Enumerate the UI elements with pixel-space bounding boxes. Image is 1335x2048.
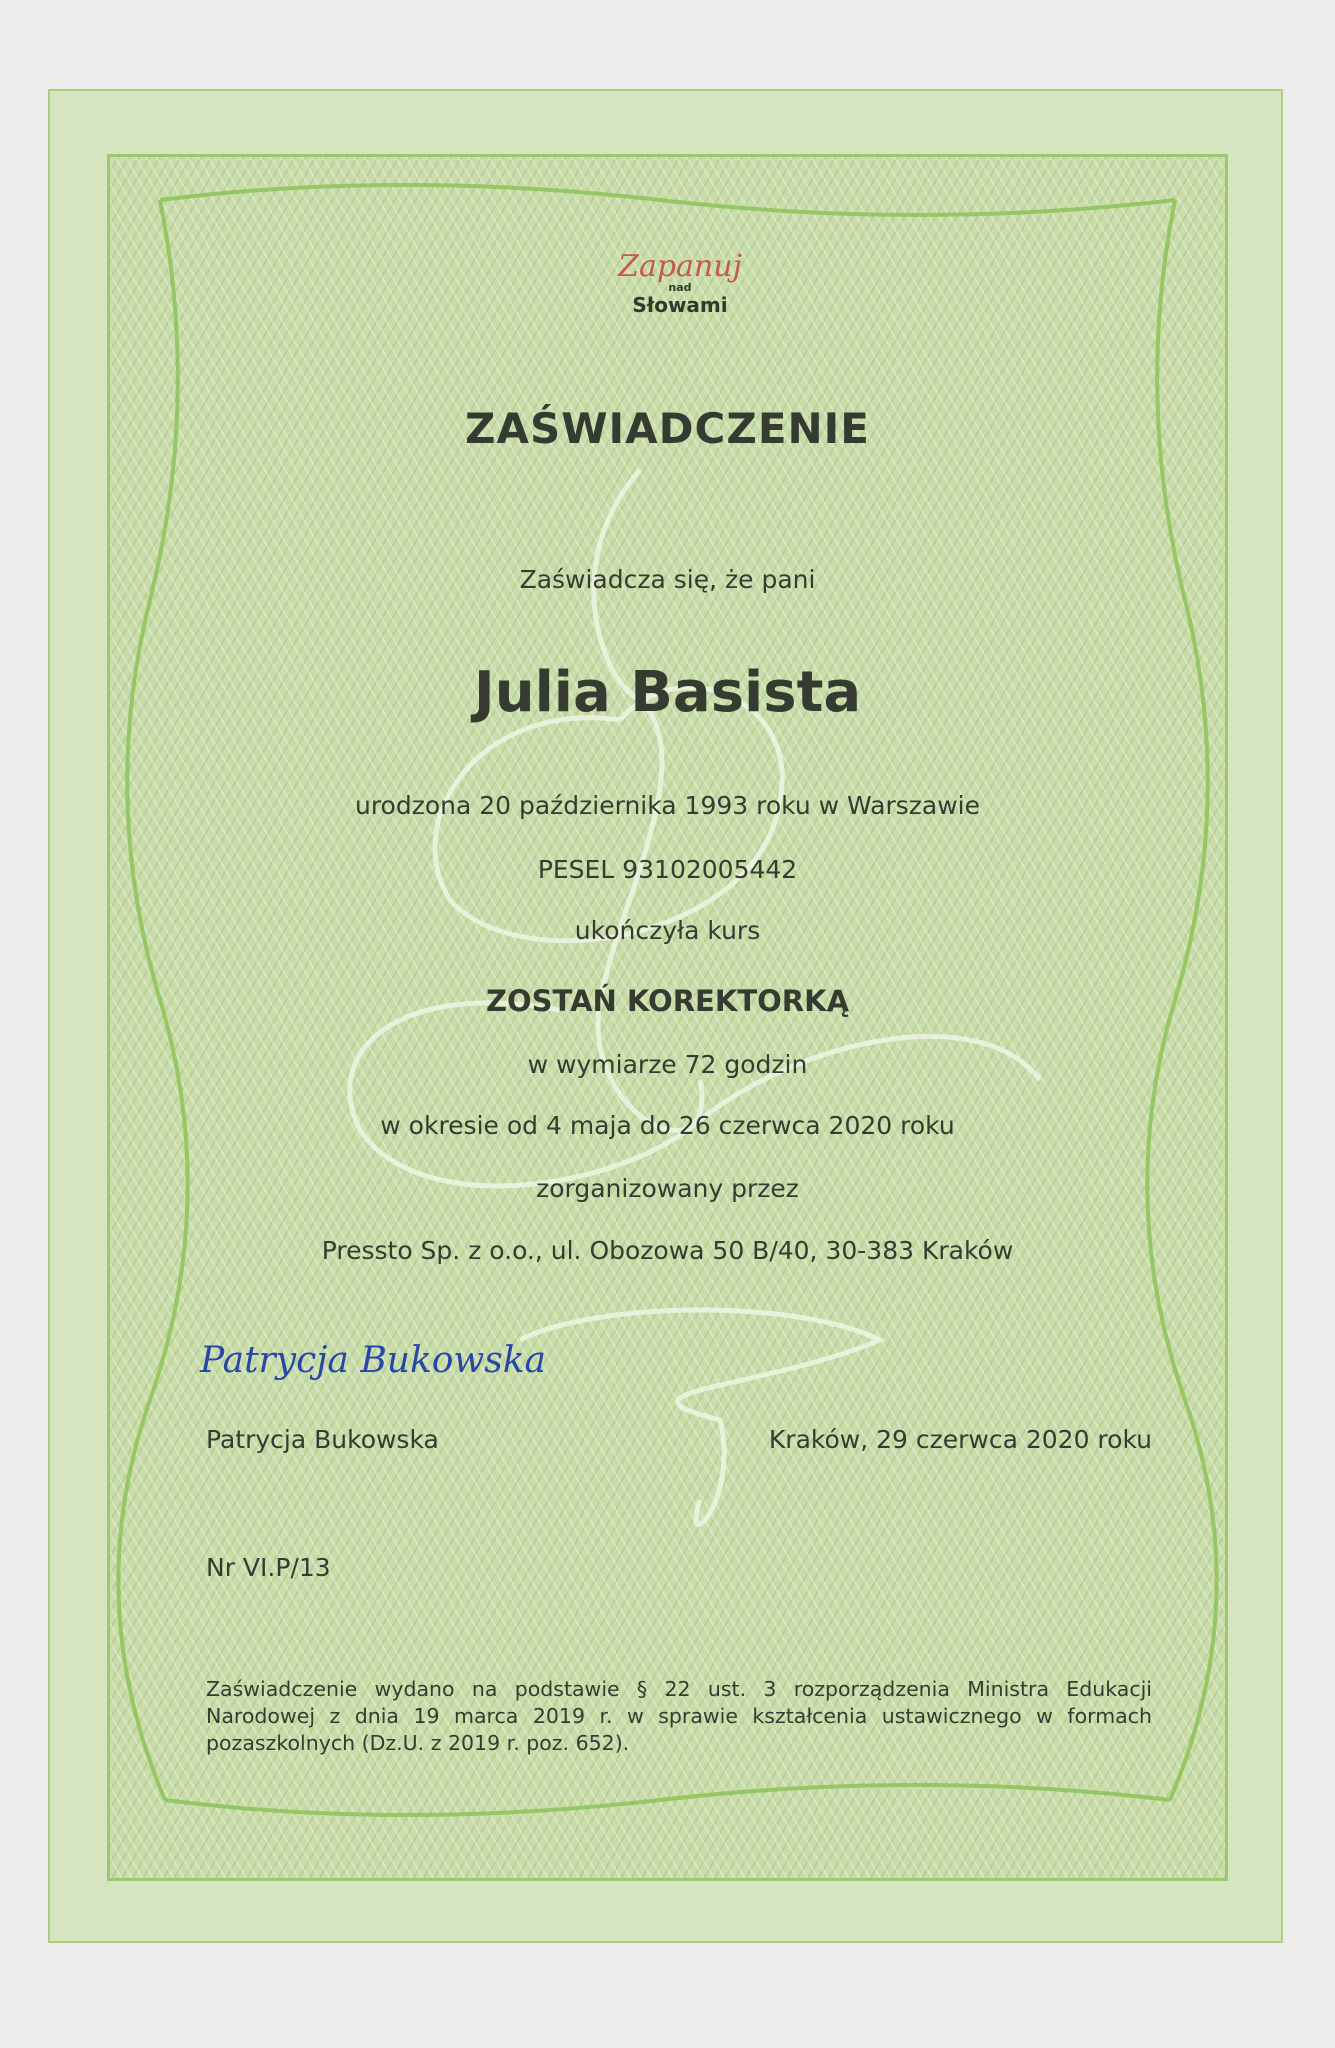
intro-text: Zaświadcza się, że pani <box>519 565 816 594</box>
birth-info: urodzona 20 października 1993 roku w Warszawie <box>354 791 981 820</box>
recipient-name: Julia Basista <box>473 660 862 725</box>
organized-text: zorganizowany przez <box>536 1174 799 1203</box>
certificate-title: ZAŚWIADCZENIE <box>465 404 870 453</box>
signer-name: Patrycja Bukowska <box>206 1425 439 1454</box>
certificate-number: Nr VI.P/13 <box>206 1553 331 1582</box>
logo <box>600 249 760 317</box>
handwritten-signature: Patrycja Bukowska <box>200 1340 547 1381</box>
place-date: Kraków, 29 czerwca 2020 roku <box>768 1425 1152 1454</box>
logo-script: Zapanuj <box>618 249 742 284</box>
pesel: PESEL 93102005442 <box>537 855 798 884</box>
legal-footer: Zaświadczenie wydano na podstawie § 22 ust. 3 rozporządzenia Ministra Edukacji Narodowej z dnia 19 marca 2019 r. w sprawie kształcenia ustawicznego w formach pozaszkolnych (Dz.U. z 2019 r. poz. 652). <box>206 1677 1152 1755</box>
completed-text: ukończyła kurs <box>574 916 761 945</box>
organizer: Pressto Sp. z o.o., ul. Obozowa 50 B/40, 30-383 Kraków <box>321 1236 1014 1265</box>
course-period: w okresie od 4 maja do 26 czerwca 2020 roku <box>380 1111 955 1140</box>
course-hours: w wymiarze 72 godzin <box>527 1050 808 1079</box>
logo-small: nad <box>668 281 692 294</box>
course-name: ZOSTAŃ KOREKTORKĄ <box>485 984 850 1018</box>
logo-main: Słowami <box>632 293 728 317</box>
